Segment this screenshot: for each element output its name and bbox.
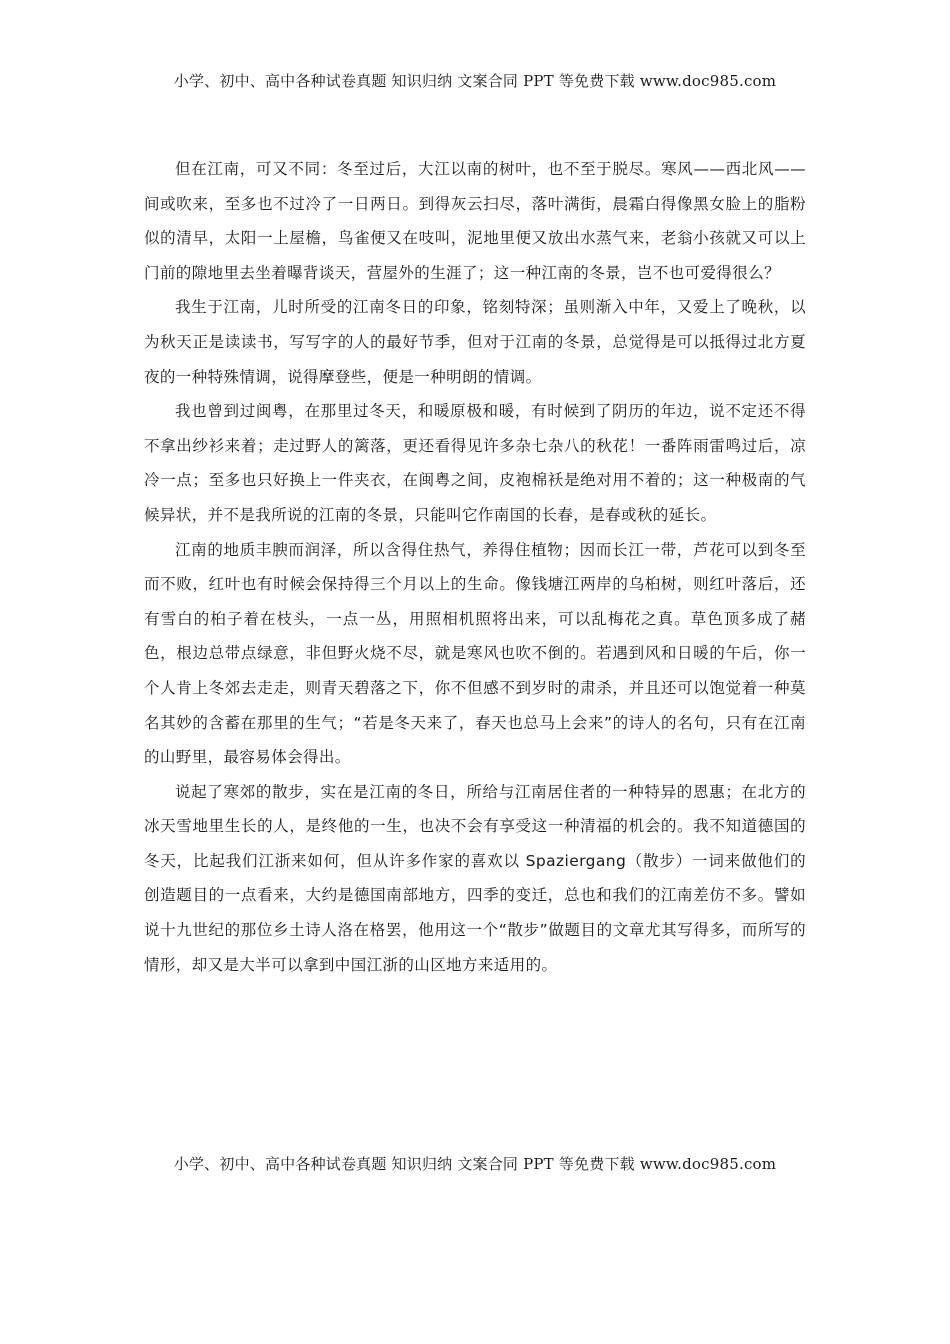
page-footer: 小学、初中、高中各种试卷真题 知识归纳 文案合同 PPT 等免费下载 www.doc985.com bbox=[173, 1155, 777, 1173]
article-body bbox=[144, 152, 806, 982]
paragraph-3: 我也曾到过闽粤，在那里过冬天，和暖原极和暖，有时候到了阴历的年边，说不定还不得不拿出纱衫来着；走过野人的篱落，更还看得见许多杂七杂八的秋花！一番阵雨雷鸣过后，凉冷一点；至多也只好换上一件夹衣，在闽粤之间，皮袍棉袄是绝对用不着的；这一种极南的气候异状，并不是我所说的江南的冬景，只能叫它作南国的长春，是春或秋的延长。 bbox=[144, 402, 806, 524]
paragraph-2: 我生于江南，儿时所受的江南冬日的印象，铭刻特深；虽则渐入中年，又爱上了晚秋，以为秋天正是读读书，写写字的人的最好节季，但对于江南的冬景，总觉得是可以抵得过北方夏夜的一种特殊情调，说得摩登些，便是一种明朗的情调。 bbox=[144, 298, 806, 386]
paragraph-4: 江南的地质丰腴而润泽，所以含得住热气，养得住植物；因而长江一带，芦花可以到冬至而不败，红叶也有时候会保持得三个月以上的生命。像钱塘江两岸的乌桕树，则红叶落后，还有雪白的桕子着在枝头，一点一丛，用照相机照将出来，可以乱梅花之真。草色顶多成了赭色，根边总带点绿意，非但野火烧不尽，就是寒风也吹不倒的。若遇到风和日暖的午后，你一个人肯上冬郊去走走，则青天碧落之下，你不但感不到岁时的肃杀，并且还可以饱觉着一种莫名其妙的含蓄在那里的生气；“若是冬天来了，春天也总马上会来”的诗人的名句，只有在江南的山野里，最容易体会得出。 bbox=[144, 540, 806, 767]
paragraph-1: 但在江南，可又不同：冬至过后，大江以南的树叶，也不至于脱尽。寒风——西北风——间或吹来，至多也不过冷了一日两日。到得灰云扫尽，落叶满街，晨霜白得像黑女脸上的脂粉似的清早，太阳一上屋檐，鸟雀便又在吱叫，泥地里便又放出水蒸气来，老翁小孩就又可以上门前的隙地里去坐着曝背谈天，营屋外的生涯了；这一种江南的冬景，岂不也可爱得很么？ bbox=[144, 160, 806, 282]
page-header: 小学、初中、高中各种试卷真题 知识归纳 文案合同 PPT 等免费下载 www.doc985.com bbox=[173, 72, 777, 90]
paragraph-5: 说起了寒郊的散步，实在是江南的冬日，所给与江南居住者的一种特异的恩惠；在北方的冰天雪地里生长的人，是终他的一生，也决不会有享受这一种清福的机会的。我不知道德国的冬天，比起我们江浙来如何，但从许多作家的喜欢以 Spaziergang（散步）一词来做他们的创造题目的一点看来，大约是德国南部地方，四季的变迁，总也和我们的江南差仿不多。譬如说十九世纪的那位乡土诗人洛在格罢，他用这一个“散步”做题目的文章尤其写得多，而所写的情形，却又是大半可以拿到中国江浙的山区地方来适用的。 bbox=[144, 782, 806, 974]
